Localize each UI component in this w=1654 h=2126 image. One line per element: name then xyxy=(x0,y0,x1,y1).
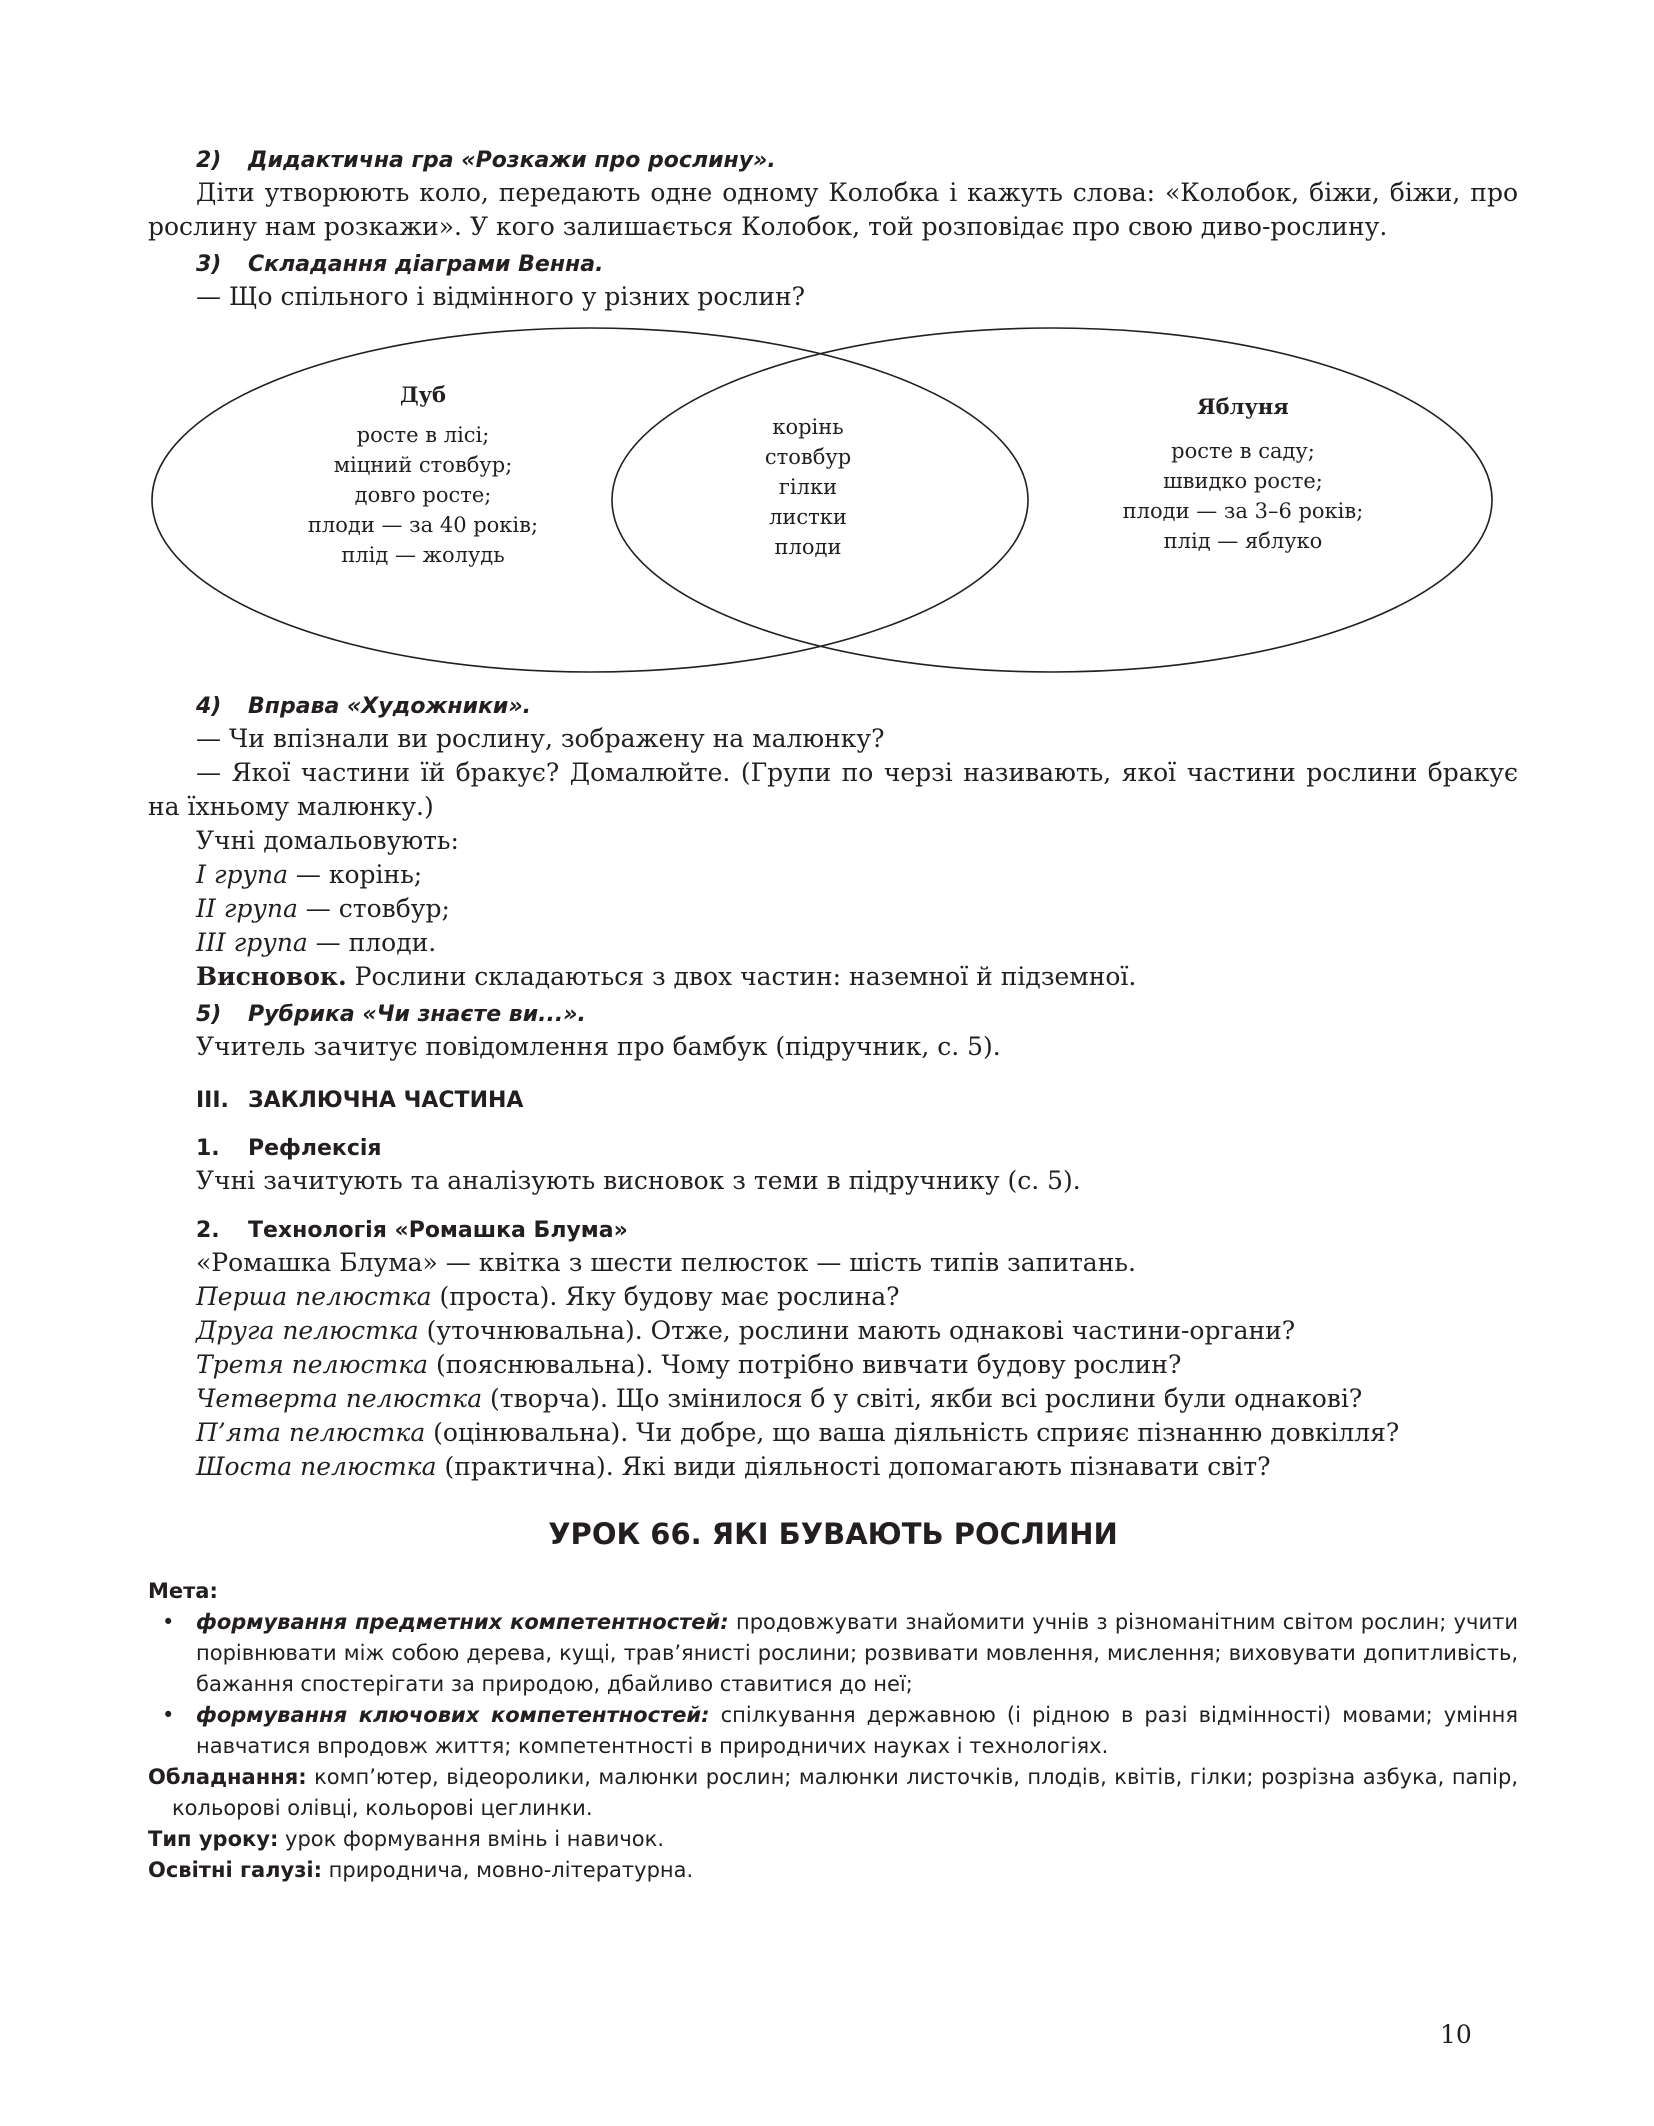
venn-left-title: Дуб xyxy=(399,382,447,407)
venn-center-line: плоди xyxy=(774,535,842,559)
lesson-type xyxy=(148,1824,1518,1855)
bullet-text: продовжувати знайомити учнів з різноманітним світом рослин; учити порівнювати між собою дерева, кущі, трав’янисті рослини; розвивати мовлення, мислення; виховувати допитливість, бажання спостерігати за природою, дбайливо ставитися до неї; xyxy=(196,1610,1518,1696)
petal-label: Перша пелюстка xyxy=(196,1282,432,1311)
petal-line xyxy=(148,1416,1518,1450)
education-fields-text: природнича, мовно-літературна. xyxy=(322,1858,694,1882)
equipment-label: Обладнання: xyxy=(148,1765,307,1789)
item-2-number: 2) xyxy=(196,148,222,173)
sub-2-intro: «Ромашка Блума» — квітка з шести пелюсток — шість типів запитань. xyxy=(196,1248,1136,1277)
venn-left-line: міцний стовбур; xyxy=(333,453,513,477)
venn-diagram xyxy=(148,326,1518,686)
venn-center-line: листки xyxy=(769,505,847,529)
sub-2-heading xyxy=(148,1216,1518,1246)
petal-label: Четверта пелюстка xyxy=(196,1384,483,1413)
group-line xyxy=(148,892,1518,926)
lesson-meta xyxy=(148,1576,1518,1886)
petal-label: П’ята пелюстка xyxy=(196,1418,426,1447)
petal-line xyxy=(148,1382,1518,1416)
petal-text: (уточнювальна). Отже, рослини мають однакові частини-органи? xyxy=(418,1316,1296,1345)
petal-text: (практична). Які види діяльності допомагають пізнавати світ? xyxy=(436,1452,1271,1481)
venn-right-title: Яблуня xyxy=(1197,394,1289,419)
petal-label: Шоста пелюстка xyxy=(196,1452,437,1481)
item-4-number: 4) xyxy=(196,694,222,719)
bullet-label: формування предметних компетентностей: xyxy=(196,1610,729,1634)
item-2-title: Дидактична гра «Розкажи про рослину». xyxy=(248,148,776,173)
group-label: І група xyxy=(196,860,288,889)
item-5-number: 5) xyxy=(196,1002,222,1027)
group-value: — плоди. xyxy=(307,928,437,957)
bullet-text: спілкування державною (і рідною в разі відмінності) мовами; уміння навчатися впродовж життя; компетентності в природничих науках і технологіях. xyxy=(196,1703,1518,1758)
group-label: ІІІ група xyxy=(196,928,308,957)
group-value: — корінь; xyxy=(287,860,423,889)
conclusion-text: Рослини складаються з двох частин: наземної й підземної. xyxy=(346,962,1137,991)
item-3-title: Складання діаграми Венна. xyxy=(248,252,604,277)
venn-right-line: швидко росте; xyxy=(1163,469,1323,493)
venn-right-group xyxy=(1073,392,1413,556)
item-4-question-2: — Якої частини їй бракує? Домалюйте. (Групи по черзі називають, якої частини рослини бракує на їхньому малюнку.) xyxy=(148,758,1518,821)
item-4-intro: Учні домальовують: xyxy=(196,826,459,855)
sub-1-text: Учні зачитують та аналізують висновок з теми в підручнику (с. 5). xyxy=(196,1166,1081,1195)
venn-left-line: довго росте; xyxy=(354,483,492,507)
goal-bullet xyxy=(148,1607,1518,1700)
group-line xyxy=(148,858,1518,892)
venn-left-line: плід — жолудь xyxy=(341,543,505,567)
petal-line xyxy=(148,1450,1518,1484)
item-5-text: Учитель зачитує повідомлення про бамбук (підручник, с. 5). xyxy=(196,1032,1001,1061)
page-number: 10 xyxy=(1440,2020,1472,2049)
venn-right-line: плоди — за 3–6 років; xyxy=(1122,499,1364,523)
petal-text: (оцінювальна). Чи добре, що ваша діяльність сприяє пізнанню довкілля? xyxy=(425,1418,1400,1447)
venn-right-line: росте в саду; xyxy=(1171,439,1315,463)
item-4-question-1: — Чи впізнали ви рослину, зображену на малюнку? xyxy=(196,724,885,753)
lesson-title: УРОК 66. ЯКІ БУВАЮТЬ РОСЛИНИ xyxy=(548,1517,1118,1551)
part-3-heading xyxy=(148,1086,1518,1116)
part-3-title: ЗАКЛЮЧНА ЧАСТИНА xyxy=(248,1088,524,1113)
item-5-title: Рубрика «Чи знаєте ви...». xyxy=(248,1002,586,1027)
part-3-number: ІІІ. xyxy=(196,1088,229,1113)
equipment-text: комп’ютер, відеоролики, малюнки рослин; малюнки листочків, плодів, квітів, гілки; розрізна азбука, папір, кольорові олівці, кольорові цеглинки. xyxy=(172,1765,1518,1820)
petal-text: (творча). Що змінилося б у світі, якби всі рослини були однакові? xyxy=(482,1384,1363,1413)
bullet-label: формування ключових компетентностей: xyxy=(196,1703,710,1727)
petal-line xyxy=(148,1280,1518,1314)
petal-line xyxy=(148,1314,1518,1348)
petal-line xyxy=(148,1348,1518,1382)
item-3-question: — Що спільного і відмінного у різних рослин? xyxy=(196,282,806,311)
venn-center-group xyxy=(708,412,908,562)
sub-1-title: Рефлексія xyxy=(248,1136,382,1161)
group-label: ІІ група xyxy=(196,894,298,923)
item-3-heading xyxy=(148,250,1518,280)
education-fields xyxy=(148,1855,1518,1886)
conclusion xyxy=(148,960,1518,994)
bullet-icon: • xyxy=(162,1610,175,1634)
page xyxy=(148,140,1518,1886)
venn-left-group xyxy=(268,380,578,570)
item-2-paragraph: Діти утворюють коло, передають одне одному Колобка і кажуть слова: «Колобок, біжи, біжи, про рослину нам розкажи». У кого залишається Колобок, той розповідає про свою диво-рослину. xyxy=(148,178,1518,241)
equipment xyxy=(148,1762,1518,1824)
lesson-type-text: урок формування вмінь і навичок. xyxy=(278,1827,664,1851)
petal-label: Третя пелюстка xyxy=(196,1350,429,1379)
venn-center-line: корінь xyxy=(772,415,844,439)
item-2-heading xyxy=(148,146,1518,176)
petal-text: (пояснювальна). Чому потрібно вивчати будову рослин? xyxy=(428,1350,1182,1379)
sub-2-title: Технологія «Ромашка Блума» xyxy=(248,1218,628,1243)
item-4-title: Вправа «Художники». xyxy=(248,694,531,719)
venn-left-line: плоди — за 40 років; xyxy=(307,513,539,537)
sub-2-number: 2. xyxy=(196,1218,220,1243)
group-line xyxy=(148,926,1518,960)
group-value: — стовбур; xyxy=(297,894,450,923)
venn-right-line: плід — яблуко xyxy=(1163,529,1323,553)
goal-label: Мета: xyxy=(148,1579,218,1603)
conclusion-label: Висновок. xyxy=(196,962,347,991)
venn-center-line: гілки xyxy=(778,475,838,499)
sub-1-number: 1. xyxy=(196,1136,220,1161)
lesson-type-label: Тип уроку: xyxy=(148,1827,279,1851)
education-fields-label: Освітні галузі: xyxy=(148,1858,322,1882)
petal-label: Друга пелюстка xyxy=(196,1316,419,1345)
goal-bullet xyxy=(148,1700,1518,1762)
bullet-icon: • xyxy=(162,1703,175,1727)
sub-1-heading xyxy=(148,1134,1518,1164)
petal-text: (проста). Яку будову має рослина? xyxy=(431,1282,900,1311)
venn-left-line: росте в лісі; xyxy=(356,423,490,447)
item-5-heading xyxy=(148,1000,1518,1030)
item-4-heading xyxy=(148,692,1518,722)
venn-center-line: стовбур xyxy=(764,445,852,469)
item-3-number: 3) xyxy=(196,252,222,277)
